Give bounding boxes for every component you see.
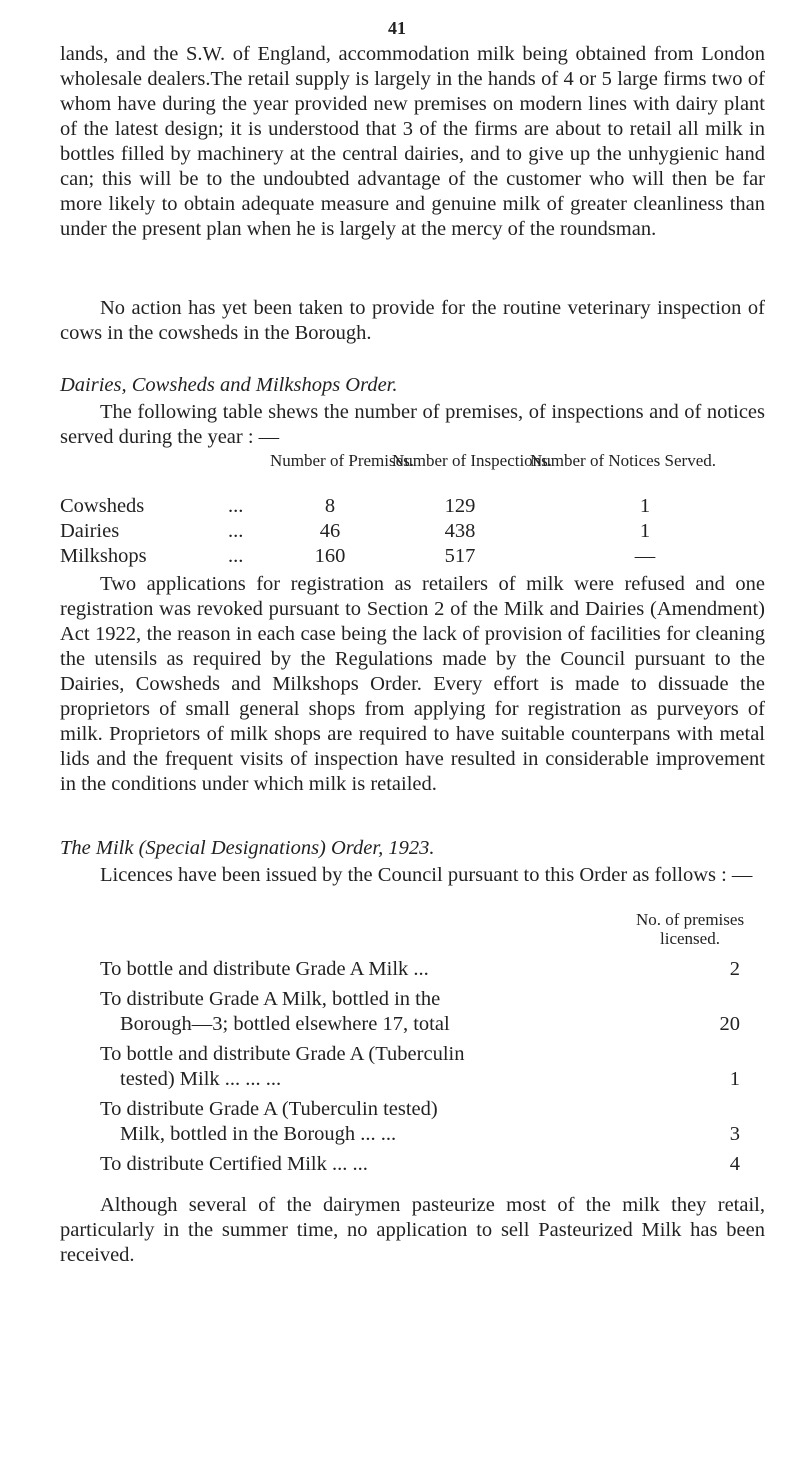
notices-value: 1 — [639, 520, 651, 542]
row-label: Dairies — [60, 520, 120, 542]
licence-label-continued: Milk, bottled in the Borough ... ... — [120, 1123, 397, 1145]
inspections-value: 438 — [444, 520, 476, 542]
licence-label: To distribute Certified Milk ... ... — [100, 1153, 368, 1175]
licence-count: 2 — [729, 958, 740, 980]
inspections-value: 517 — [444, 545, 476, 567]
premises-value: 46 — [319, 520, 341, 542]
notices-value: 1 — [639, 495, 651, 517]
licence-label-continued: tested) Milk ... ... ... — [120, 1068, 282, 1090]
premises-value: 8 — [324, 495, 336, 517]
column-header-notices: Number of Notices Served. — [530, 451, 717, 470]
licence-label: To distribute Grade A Milk, bottled in the — [100, 988, 441, 1010]
notices-value: — — [634, 545, 656, 567]
page-number: 41 — [388, 18, 406, 38]
licence-count: 4 — [729, 1153, 740, 1175]
paragraph-licences-intro: Licences have been issued by the Council pursuant to this Order as follows : — — [100, 864, 753, 886]
paragraph-registrations: Two applications for registration as retailers of milk were refused and one registration was revoked pursuant to Section 2 of the Milk and Dairies (Amendment) Act 1922, the reason in each case being the lack of provision of facilities for cleaning the utensils as required by the Regulations made by the Council pursuant to the Dairies, Cowsheds and Milkshops Order. Every effort is made to dissuade the proprietors of small general shops from applying for registration as purveyors of milk. Proprietors of milk shops are required to have suitable counterpans with metal lids and the frequent visits of inspection have resulted in considerable improvement in the conditions under which milk is retailed. — [60, 573, 765, 795]
licence-label: To distribute Grade A (Tuberculin tested) — [100, 1098, 438, 1120]
paragraph-milk-supply: lands, and the S.W. of England, accommodation milk being obtained from London wholesale dealers.The retail supply is largely in the hands of 4 or 5 large firms two of whom have during the year provided new premises on modern lines with dairy plant of the latest design; it is understood that 3 of the firms are about to retail all milk in bottles filled by machinery at the central dairies, and to give up the unhygienic hand can; this will be to the undoubted advantage of the customer who will then be far more likely to obtain adequate measure and genuine milk of greater cleanliness than under the present plan when he is largely at the mercy of the roundsman. — [60, 43, 765, 240]
premises-value: 160 — [314, 545, 346, 567]
row-leader-dots: ... — [228, 520, 244, 542]
row-label: Cowsheds — [60, 495, 145, 517]
inspections-value: 129 — [444, 495, 476, 517]
column-header-premises: Number of Premises. — [270, 451, 415, 470]
licence-label-continued: Borough—3; bottled elsewhere 17, total — [120, 1013, 450, 1035]
paragraph-pasteurized-milk: Although several of the dairymen pasteurize most of the milk they retail, particularly in the summer time, no application to sell Pasteurized Milk has been received. — [60, 1194, 765, 1266]
licence-count: 1 — [729, 1068, 740, 1090]
row-leader-dots: ... — [228, 545, 244, 567]
list-item — [100, 1042, 740, 1092]
row-leader-dots: ... — [228, 495, 244, 517]
section-heading-dairies-order: Dairies, Cowsheds and Milkshops Order. — [60, 374, 398, 396]
licence-count: 20 — [719, 1013, 740, 1035]
paragraph-table-intro: The following table shews the number of premises, of inspections and of notices served during the year : — — [60, 401, 765, 448]
list-item — [100, 987, 740, 1037]
section-heading-special-designations: The Milk (Special Designations) Order, 1923. — [60, 837, 435, 859]
list-item — [100, 1152, 740, 1177]
list-item — [100, 957, 740, 982]
licence-label: To bottle and distribute Grade A (Tuberculin — [100, 1043, 465, 1065]
column-header-licensed: No. of premises licensed. — [635, 910, 745, 948]
list-item — [100, 1097, 740, 1147]
paragraph-veterinary-inspection: No action has yet been taken to provide for the routine veterinary inspection of cows in the cowsheds in the Borough. — [60, 297, 765, 344]
row-label: Milkshops — [60, 545, 147, 567]
column-header-inspections: Number of Inspections. — [392, 451, 553, 470]
licence-count: 3 — [729, 1123, 740, 1145]
licence-label: To bottle and distribute Grade A Milk ... — [100, 958, 429, 980]
